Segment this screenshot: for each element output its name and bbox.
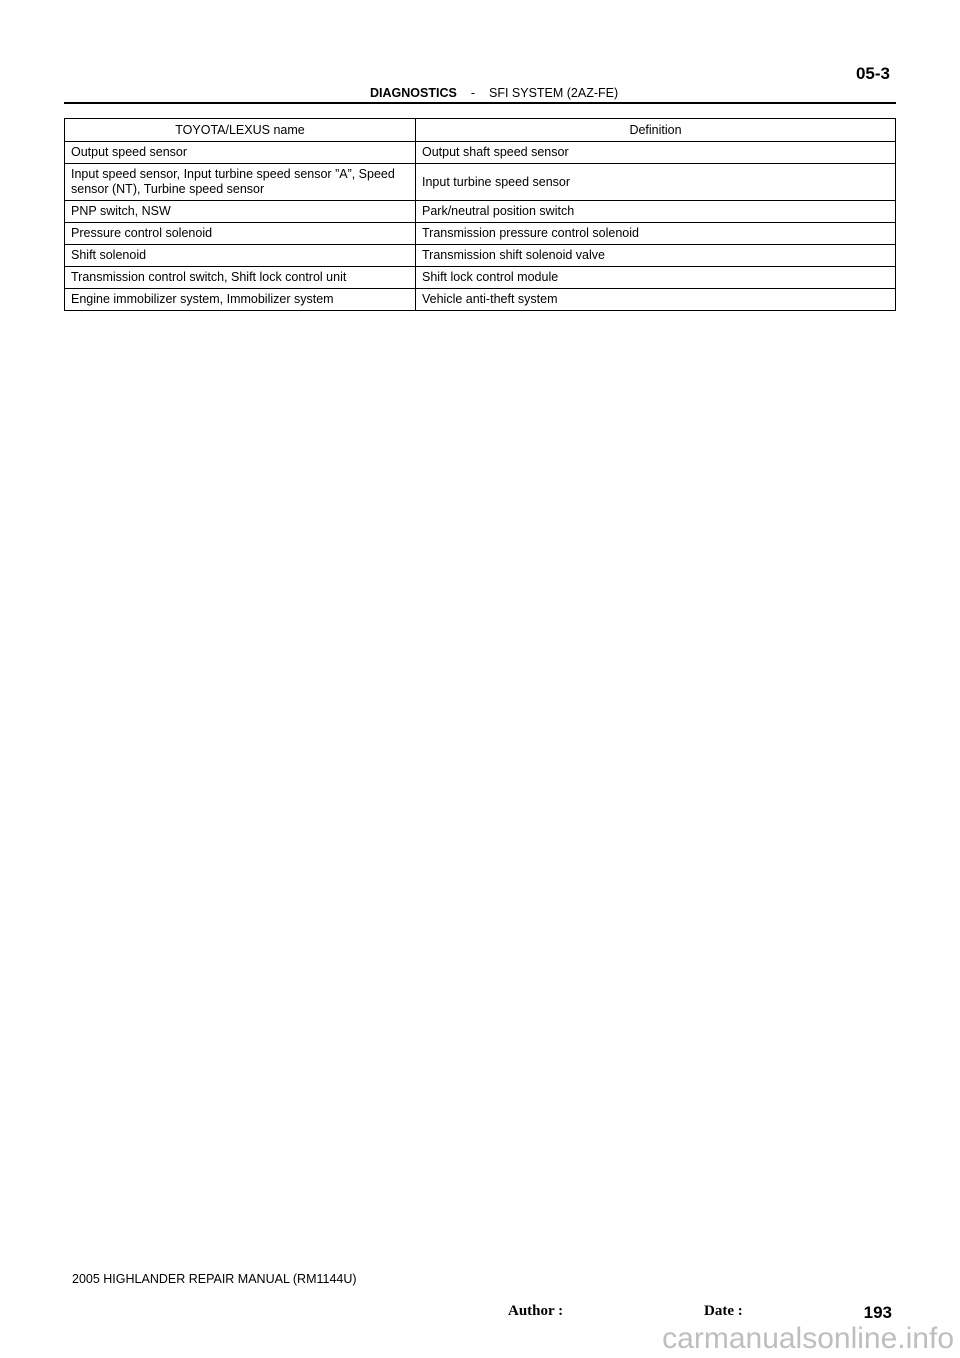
watermark: carmanualsonline.info xyxy=(662,1322,954,1355)
definition-cell: Input turbine speed sensor xyxy=(416,164,896,201)
table-row xyxy=(65,267,896,289)
definition-cell: Vehicle anti-theft system xyxy=(416,289,896,311)
date-label: Date : xyxy=(704,1303,743,1319)
table-row xyxy=(65,289,896,311)
name-cell: PNP switch, NSW xyxy=(65,201,416,223)
footer-page-number: 193 xyxy=(863,1303,892,1322)
name-cell: Output speed sensor xyxy=(65,142,416,164)
definition-cell: Output shaft speed sensor xyxy=(416,142,896,164)
page-header xyxy=(64,86,896,104)
page-code: 05-3 xyxy=(855,64,890,83)
header-section: DIAGNOSTICS xyxy=(370,86,457,100)
definition-cell: Transmission shift solenoid valve xyxy=(416,245,896,267)
table-header-row xyxy=(65,119,896,142)
name-cell: Input speed sensor, Input turbine speed sensor ”A”, Speed sensor (NT), Turbine speed sensor xyxy=(65,164,416,201)
name-cell: Shift solenoid xyxy=(65,245,416,267)
definition-cell: Shift lock control module xyxy=(416,267,896,289)
table-row xyxy=(65,201,896,223)
name-cell: Pressure control solenoid xyxy=(65,223,416,245)
definition-cell: Park/neutral position switch xyxy=(416,201,896,223)
definitions-table xyxy=(64,118,896,311)
header-subsection: SFI SYSTEM (2AZ-FE) xyxy=(488,86,619,100)
name-cell: Transmission control switch, Shift lock control unit xyxy=(65,267,416,289)
table-row xyxy=(65,142,896,164)
column-header-name: TOYOTA/LEXUS name xyxy=(65,119,416,142)
header-separator: - xyxy=(470,86,475,100)
definition-cell: Transmission pressure control solenoid xyxy=(416,223,896,245)
table-row xyxy=(65,245,896,267)
author-label: Author : xyxy=(508,1303,564,1319)
table-row xyxy=(65,223,896,245)
table-row xyxy=(65,164,896,201)
name-cell: Engine immobilizer system, Immobilizer system xyxy=(65,289,416,311)
footer-manual-title: 2005 HIGHLANDER REPAIR MANUAL (RM1144U) xyxy=(72,1272,357,1286)
column-header-definition: Definition xyxy=(416,119,896,142)
header-title xyxy=(370,86,618,100)
